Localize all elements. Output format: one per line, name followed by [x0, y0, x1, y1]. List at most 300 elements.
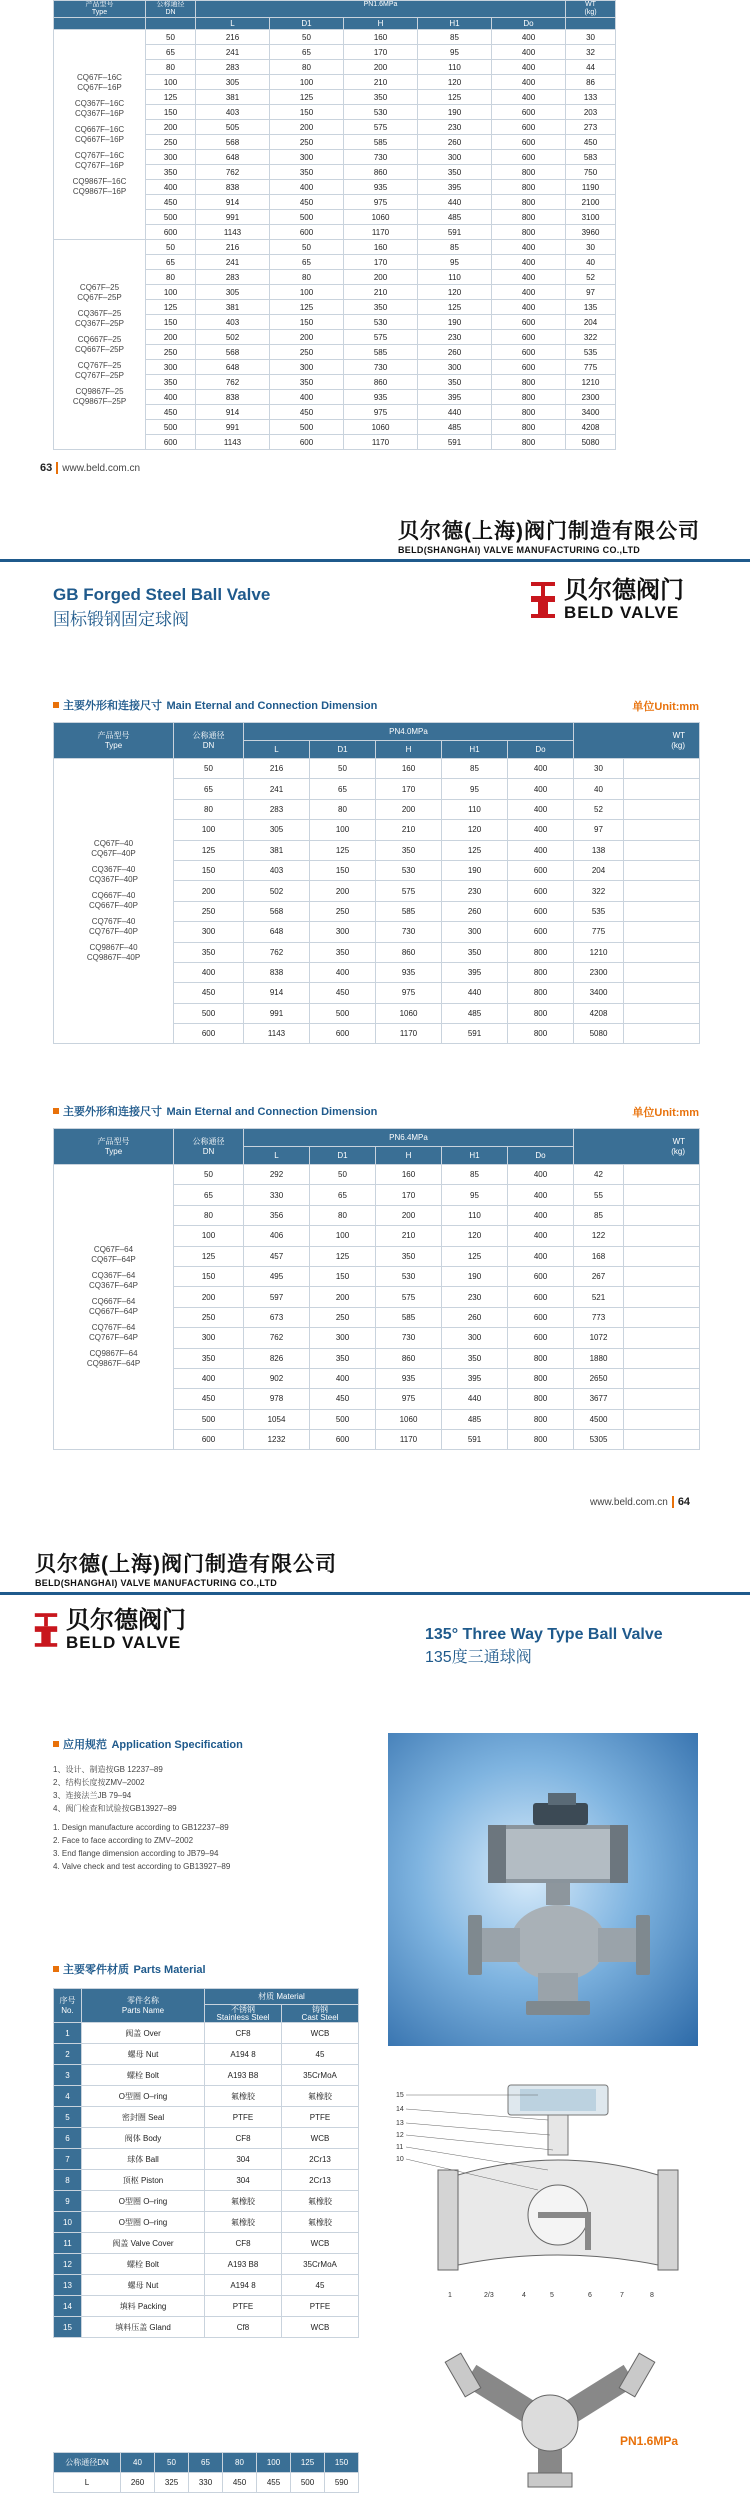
- table-row: [54, 375, 700, 390]
- table-cell: 400: [492, 240, 566, 255]
- brand-logo: [528, 578, 684, 622]
- table-cell: 氟橡胶: [282, 2191, 359, 2212]
- table-cell: 750: [566, 165, 616, 180]
- table-cell: 521: [574, 1287, 624, 1307]
- model-name: CQ667F–16P: [75, 134, 124, 144]
- table-cell: 600: [146, 225, 196, 240]
- header-model: 产品型号 Type: [54, 1129, 174, 1165]
- table-cell: PTFE: [205, 2107, 282, 2128]
- table-cell: 400: [492, 255, 566, 270]
- table-cell: 1170: [376, 1430, 442, 1450]
- table-cell: 400: [492, 90, 566, 105]
- table-cell: 400: [508, 1185, 574, 1205]
- spacer-cell: [624, 759, 700, 779]
- l-value: 325: [155, 2473, 189, 2493]
- table-cell: 800: [492, 165, 566, 180]
- table-row: [54, 255, 700, 270]
- table-cell: 110: [442, 1205, 508, 1225]
- table-cell: 1: [54, 2023, 82, 2044]
- header-do: Do: [508, 741, 574, 759]
- table-cell: 400: [508, 1226, 574, 1246]
- table-cell: 150: [174, 860, 244, 880]
- model-name: CQ67F–40P: [91, 849, 136, 859]
- table-row: [54, 225, 700, 240]
- model-list-cell: [54, 1165, 174, 1450]
- pn40-table-block: [53, 722, 699, 1044]
- table-cell: 5305: [574, 1430, 624, 1450]
- table-cell: 600: [492, 345, 566, 360]
- table-cell: 216: [244, 759, 310, 779]
- table-cell: 螺母 Nut: [82, 2044, 205, 2065]
- table-cell: WCB: [282, 2128, 359, 2149]
- table-cell: 935: [376, 962, 442, 982]
- table-cell: 110: [418, 270, 492, 285]
- table-cell: 3400: [574, 983, 624, 1003]
- header-wt: WT (kg): [574, 1129, 700, 1165]
- spec-line: 1. Design manufacture according to GB12237–89: [53, 1823, 229, 1832]
- table-cell: 975: [344, 195, 418, 210]
- table-cell: 300: [146, 360, 196, 375]
- valve-logo-icon: [528, 580, 558, 620]
- table-cell: 氟橡胶: [205, 2191, 282, 2212]
- header-l: L: [196, 18, 270, 30]
- table-cell: 600: [174, 1024, 244, 1044]
- table-cell: WCB: [282, 2023, 359, 2044]
- diagram-label: 2/3: [484, 2292, 494, 2299]
- table-cell: 591: [442, 1024, 508, 1044]
- model-name: CQ667F–64P: [89, 1307, 138, 1317]
- pn64-table-block: [53, 1128, 699, 1450]
- model-name: CQ767F–40P: [89, 927, 138, 937]
- diagram-label: 12: [396, 2132, 404, 2139]
- model-name: CQ67F–25: [79, 282, 120, 292]
- table-cell: 100: [310, 820, 376, 840]
- table-cell: 457: [244, 1246, 310, 1266]
- table-cell: 1143: [196, 435, 270, 450]
- table-cell: 826: [244, 1348, 310, 1368]
- table-cell: 773: [574, 1307, 624, 1327]
- table-cell: 485: [442, 1003, 508, 1023]
- table-cell: 935: [344, 390, 418, 405]
- page-divider: [56, 462, 58, 474]
- spacer-cell: [624, 1389, 700, 1409]
- table-cell: 6: [54, 2128, 82, 2149]
- table-row: [54, 2254, 359, 2275]
- table-row: [54, 180, 700, 195]
- table-cell: 230: [418, 120, 492, 135]
- table-cell: 125: [270, 300, 344, 315]
- table-cell: 935: [344, 180, 418, 195]
- table-cell: 125: [146, 300, 196, 315]
- spec-list-en: [53, 1821, 373, 1873]
- table-cell: 50: [146, 30, 196, 45]
- dn-cell: 150: [325, 2453, 359, 2473]
- model-name: CQ767F–25P: [75, 370, 124, 380]
- table-cell: 65: [174, 1185, 244, 1205]
- table-cell: 氟橡胶: [282, 2212, 359, 2233]
- table-cell: 160: [376, 1165, 442, 1185]
- model-name: CQ767F–64: [91, 1323, 136, 1333]
- table-cell: 350: [376, 1246, 442, 1266]
- table-row: [54, 2086, 359, 2107]
- table-cell: 991: [196, 210, 270, 225]
- table-cell: 50: [174, 759, 244, 779]
- model-name: CQ67F–25P: [77, 292, 122, 302]
- model-name: CQ67F–16P: [77, 82, 122, 92]
- table-cell: 250: [270, 345, 344, 360]
- table-cell: 400: [508, 1165, 574, 1185]
- model-name: CQ767F–25: [77, 360, 122, 370]
- table-cell: 530: [376, 860, 442, 880]
- table-cell: 1143: [196, 225, 270, 240]
- spacer-cell: [624, 1266, 700, 1286]
- table-cell: 991: [244, 1003, 310, 1023]
- table-cell: 800: [508, 1409, 574, 1429]
- table-cell: 120: [418, 285, 492, 300]
- unit-label: 单位Unit:mm: [632, 701, 699, 713]
- table-cell: 585: [376, 901, 442, 921]
- table-cell: 350: [376, 840, 442, 860]
- table-cell: 122: [574, 1226, 624, 1246]
- table-row: [54, 2191, 359, 2212]
- table-cell: 450: [174, 983, 244, 1003]
- spacer-cell: [624, 779, 700, 799]
- table-cell: 350: [174, 1348, 244, 1368]
- table-cell: A194 8: [205, 2275, 282, 2296]
- table-cell: 135: [566, 300, 616, 315]
- unit-label: 单位Unit:mm: [632, 1107, 699, 1119]
- header-do: Do: [508, 1147, 574, 1165]
- table-cell: 838: [196, 390, 270, 405]
- table-cell: 65: [270, 45, 344, 60]
- table-cell: 300: [418, 150, 492, 165]
- table-cell: 600: [492, 315, 566, 330]
- diagram-label: 8: [650, 2292, 654, 2299]
- table-cell: 800: [492, 195, 566, 210]
- table-cell: 密封圈 Seal: [82, 2107, 205, 2128]
- table-cell: 600: [508, 881, 574, 901]
- table-row: [54, 2107, 359, 2128]
- product-photo: [388, 1733, 698, 2046]
- table-cell: 210: [344, 285, 418, 300]
- table-row: [54, 2170, 359, 2191]
- table-cell: 125: [418, 90, 492, 105]
- table-cell: 1054: [244, 1409, 310, 1429]
- table-cell: 485: [418, 420, 492, 435]
- product-title-cn: 135度三通球阀: [425, 1649, 532, 1666]
- table-cell: 350: [310, 942, 376, 962]
- table-cell: 120: [418, 75, 492, 90]
- table-cell: 591: [442, 1430, 508, 1450]
- model-name: CQ767F–16C: [74, 150, 125, 160]
- table-cell: 11: [54, 2233, 82, 2254]
- table-cell: 400: [492, 300, 566, 315]
- table-cell: 350: [442, 942, 508, 962]
- website-url[interactable]: www.beld.com.cn: [62, 462, 141, 474]
- table-cell: 800: [508, 1348, 574, 1368]
- table-cell: 2300: [566, 390, 616, 405]
- table-cell: 210: [376, 1226, 442, 1246]
- table-cell: 100: [146, 285, 196, 300]
- spacer-cell: [624, 1368, 700, 1388]
- table-cell: 100: [270, 285, 344, 300]
- table-cell: 100: [174, 820, 244, 840]
- table-cell: A194 8: [205, 2044, 282, 2065]
- table-cell: PTFE: [282, 2107, 359, 2128]
- table-cell: 292: [244, 1165, 310, 1185]
- product-title: [53, 585, 270, 630]
- table-cell: 600: [508, 1328, 574, 1348]
- table-cell: 138: [574, 840, 624, 860]
- table-cell: 330: [244, 1185, 310, 1205]
- table-cell: 300: [146, 150, 196, 165]
- table-cell: 585: [376, 1307, 442, 1327]
- table-cell: 450: [146, 405, 196, 420]
- table-cell: 975: [344, 405, 418, 420]
- pn16-table-block: [53, 0, 699, 450]
- spacer-cell: [624, 1430, 700, 1450]
- table-cell: 300: [442, 922, 508, 942]
- table-cell: 216: [196, 240, 270, 255]
- table-cell: 200: [146, 120, 196, 135]
- table-cell: 30: [566, 30, 616, 45]
- table-cell: 80: [146, 270, 196, 285]
- table-cell: 400: [508, 840, 574, 860]
- table-cell: 1060: [344, 210, 418, 225]
- table-cell: 2: [54, 2044, 82, 2065]
- table-row: [54, 285, 700, 300]
- table-cell: 190: [418, 105, 492, 120]
- header-dn: 公称通径 DN: [174, 1129, 244, 1165]
- table-cell: 216: [196, 30, 270, 45]
- table-cell: 500: [146, 420, 196, 435]
- model-name: CQ9867F–25: [75, 386, 124, 396]
- table-cell: 838: [196, 180, 270, 195]
- table-cell: 190: [418, 315, 492, 330]
- table-cell: CF8: [205, 2233, 282, 2254]
- table-cell: O型圈 O–ring: [82, 2191, 205, 2212]
- table-cell: 800: [508, 962, 574, 982]
- table-cell: 200: [146, 330, 196, 345]
- table-cell: 350: [442, 1348, 508, 1368]
- table-cell: 591: [418, 225, 492, 240]
- model-name: CQ667F–25P: [75, 344, 124, 354]
- table-cell: 800: [492, 420, 566, 435]
- table-cell: 730: [344, 360, 418, 375]
- table-cell: 52: [574, 799, 624, 819]
- table-cell: 575: [376, 881, 442, 901]
- table-row: [54, 2233, 359, 2254]
- table-cell: 50: [270, 30, 344, 45]
- diagram-label: 5: [550, 2292, 554, 2299]
- spacer-cell: [624, 922, 700, 942]
- table-cell: 2650: [574, 1368, 624, 1388]
- table-cell: 500: [146, 210, 196, 225]
- table-cell: 400: [508, 820, 574, 840]
- table-row: [54, 390, 700, 405]
- table-cell: 100: [310, 1226, 376, 1246]
- table-cell: 485: [442, 1409, 508, 1429]
- table-row: [54, 2044, 359, 2065]
- table-cell: 95: [442, 1185, 508, 1205]
- table-cell: 55: [574, 1185, 624, 1205]
- table-cell: 1060: [344, 420, 418, 435]
- spacer-cell: [624, 1185, 700, 1205]
- table-cell: 975: [376, 1389, 442, 1409]
- table-row: [54, 150, 700, 165]
- table-cell: 150: [310, 860, 376, 880]
- table-cell: 673: [244, 1307, 310, 1327]
- brand-logo-2: [32, 1608, 186, 1652]
- table-cell: 600: [270, 225, 344, 240]
- product-title-en: GB Forged Steel Ball Valve: [53, 585, 271, 604]
- diagram-label: 4: [522, 2292, 526, 2299]
- table-cell: 350: [146, 165, 196, 180]
- logo-text-cn: 贝尔德阀门: [66, 1607, 186, 1634]
- table-cell: 568: [244, 901, 310, 921]
- table-cell: 2300: [574, 962, 624, 982]
- product-title-cn: 国标锻钢固定球阀: [53, 610, 189, 629]
- spec-line: 4. Valve check and test according to GB13927–89: [53, 1862, 231, 1871]
- table-cell: 65: [270, 255, 344, 270]
- table-cell: 800: [492, 210, 566, 225]
- table-cell: 450: [270, 195, 344, 210]
- table-cell: 170: [376, 779, 442, 799]
- table-cell: 400: [508, 1205, 574, 1225]
- table-cell: 485: [418, 210, 492, 225]
- header-cast: 铸钢 Cast Steel: [282, 2005, 359, 2023]
- table-cell: 350: [270, 375, 344, 390]
- table-cell: 583: [566, 150, 616, 165]
- header-h1: H1: [442, 1147, 508, 1165]
- table-cell: 575: [344, 330, 418, 345]
- l-value: 450: [223, 2473, 257, 2493]
- table-cell: 730: [376, 1328, 442, 1348]
- table-cell: 40: [574, 779, 624, 799]
- table-cell: 304: [205, 2170, 282, 2191]
- table-cell: 125: [418, 300, 492, 315]
- table-cell: 30: [566, 240, 616, 255]
- table-cell: 305: [196, 285, 270, 300]
- table-cell: 568: [196, 345, 270, 360]
- model-name: CQ9867F–40: [89, 943, 138, 953]
- table-cell: 250: [310, 1307, 376, 1327]
- table-cell: 395: [418, 390, 492, 405]
- table-cell: 螺母 Nut: [82, 2275, 205, 2296]
- table-cell: 648: [196, 360, 270, 375]
- table-cell: 8: [54, 2170, 82, 2191]
- section-title-pn40: 主要外形和连接尺寸 Main Eternal and Connection Dimension 单位Unit:mm: [53, 696, 699, 714]
- table-cell: 50: [310, 759, 376, 779]
- table-cell: 1170: [344, 435, 418, 450]
- table-row: [54, 60, 700, 75]
- table-cell: 535: [574, 901, 624, 921]
- table-cell: 210: [376, 820, 442, 840]
- table-cell: 800: [492, 390, 566, 405]
- model-name: CQ767F–64P: [89, 1333, 138, 1343]
- table-row: [54, 759, 700, 779]
- spec-list-cn: [53, 1763, 373, 1815]
- table-cell: 530: [376, 1266, 442, 1286]
- header-pn: PN1.6MPa: [196, 1, 566, 18]
- table-cell: 250: [174, 1307, 244, 1327]
- spacer-cell: [624, 983, 700, 1003]
- table-cell: 600: [492, 120, 566, 135]
- table-cell: 250: [174, 901, 244, 921]
- dn-cell: 125: [291, 2453, 325, 2473]
- table-cell: 5080: [574, 1024, 624, 1044]
- table-cell: 600: [508, 1266, 574, 1286]
- l-label: L: [54, 2473, 121, 2493]
- table-cell: 4: [54, 2086, 82, 2107]
- table-cell: 50: [270, 240, 344, 255]
- table-cell: 1210: [566, 375, 616, 390]
- section-bullet-icon: [53, 1966, 59, 1972]
- table-row: [54, 405, 700, 420]
- table-cell: 300: [310, 922, 376, 942]
- table-row: [54, 270, 700, 285]
- table-cell: 7: [54, 2149, 82, 2170]
- website-url[interactable]: www.beld.com.cn: [590, 1496, 668, 1508]
- table-row: [54, 420, 700, 435]
- table-cell: 填料 Packing: [82, 2296, 205, 2317]
- table-cell: 52: [566, 270, 616, 285]
- table-cell: 440: [442, 1389, 508, 1409]
- table-cell: 400: [270, 180, 344, 195]
- table-cell: 50: [146, 240, 196, 255]
- header-pn: PN4.0MPa: [244, 723, 574, 741]
- table-cell: 190: [442, 860, 508, 880]
- table-cell: 5080: [566, 435, 616, 450]
- table-cell: 600: [492, 330, 566, 345]
- table-cell: 3100: [566, 210, 616, 225]
- table-cell: 42: [574, 1165, 624, 1185]
- table-cell: 球体 Ball: [82, 2149, 205, 2170]
- page-number: 63: [40, 462, 53, 474]
- table-row: [54, 195, 700, 210]
- table-cell: 283: [196, 60, 270, 75]
- table-row: [54, 45, 700, 60]
- table-cell: 螺栓 Bolt: [82, 2254, 205, 2275]
- table-cell: 2Cr13: [282, 2170, 359, 2191]
- table-cell: 200: [270, 330, 344, 345]
- table-cell: 150: [146, 105, 196, 120]
- table-cell: 800: [492, 435, 566, 450]
- table-cell: 305: [244, 820, 310, 840]
- table-cell: 1072: [574, 1328, 624, 1348]
- table-cell: 200: [174, 881, 244, 901]
- table-cell: 氟橡胶: [205, 2086, 282, 2107]
- table-cell: 14: [54, 2296, 82, 2317]
- table-cell: 170: [376, 1185, 442, 1205]
- table-cell: 400: [492, 30, 566, 45]
- header-l: L: [244, 1147, 310, 1165]
- spec-line: 2. Face to face according to ZMV–2002: [53, 1836, 194, 1845]
- table-cell: 600: [508, 1287, 574, 1307]
- header-d1: D1: [270, 18, 344, 30]
- table-cell: 600: [310, 1430, 376, 1450]
- table-cell: 800: [492, 375, 566, 390]
- table-cell: 100: [174, 1226, 244, 1246]
- header-h: H: [344, 18, 418, 30]
- model-name: CQ9867F–64P: [86, 1359, 141, 1369]
- diagram-label: 1: [448, 2292, 452, 2299]
- l-value: 330: [189, 2473, 223, 2493]
- page-number: 64: [677, 1496, 691, 1508]
- spacer-cell: [624, 901, 700, 921]
- table-cell: 3: [54, 2065, 82, 2086]
- table-cell: 648: [244, 922, 310, 942]
